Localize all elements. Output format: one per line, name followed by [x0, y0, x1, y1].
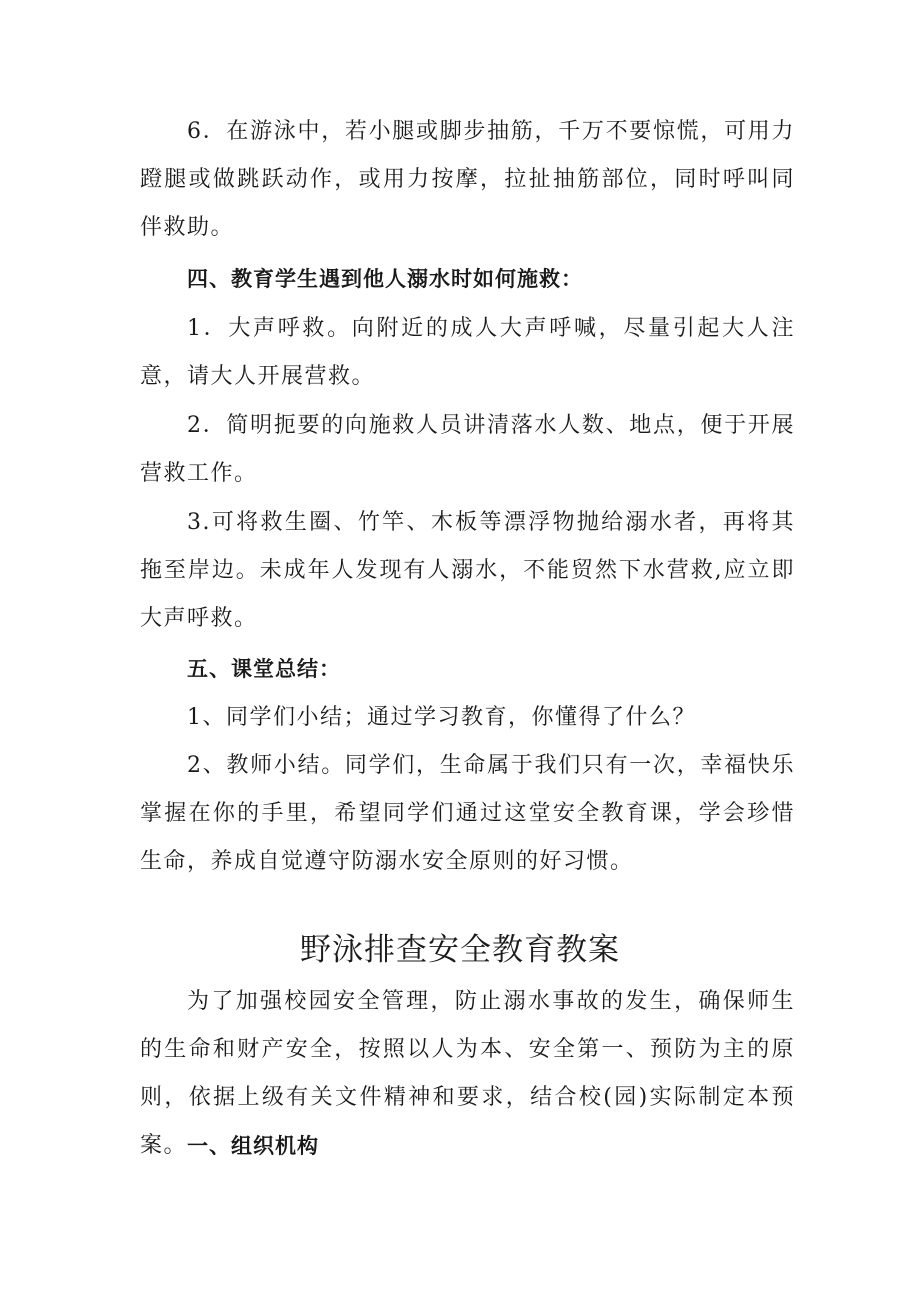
section-5-item-2: 2、教师小结。同学们，生命属于我们只有一次，幸福快乐掌握在你的手里，希望同学们通过这堂安全教育课，学会珍惜生命，养成自觉遵守防溺水安全原则的好习惯。: [140, 753, 795, 874]
intro-paragraph: 为了加强校园安全管理，防止溺水事故的发生，确保师生的生命和财产安全，按照以人为本、安全第一、预防为主的原则，依据上级有关文件精神和要求，结合校(园)实际制定本预案。: [140, 989, 795, 1158]
section-4-item-1: 1．大声呼救。向附近的成人大声呼喊，尽量引起大人注意，请大人开展营救。: [140, 316, 795, 389]
paragraph-item-6: 6．在游泳中，若小腿或脚步抽筋，千万不要惊慌，可用力蹬腿或做跳跃动作，或用力按摩，拉扯抽筋部位，同时呼叫同伴救助。: [140, 119, 795, 240]
section-5-heading: 五、课堂总结：: [187, 657, 341, 681]
section-5-item-1: 1、同学们小结；通过学习教育，你懂得了什么？: [187, 705, 696, 730]
section-1-heading: 一、组织机构: [187, 1134, 319, 1158]
section-4-item-2: 2．简明扼要的向施救人员讲清落水人数、地点，便于开展营救工作。: [140, 413, 795, 486]
section-4-item-3: 3.可将救生圈、竹竿、木板等漂浮物抛给溺水者，再将其拖至岸边。未成年人发现有人溺水，不能贸然下水营救,应立即大声呼救。: [140, 510, 795, 631]
document-title: 野泳排查安全教育教案: [300, 932, 620, 968]
section-4-heading: 四、教育学生遇到他人溺水时如何施救：: [187, 267, 583, 291]
